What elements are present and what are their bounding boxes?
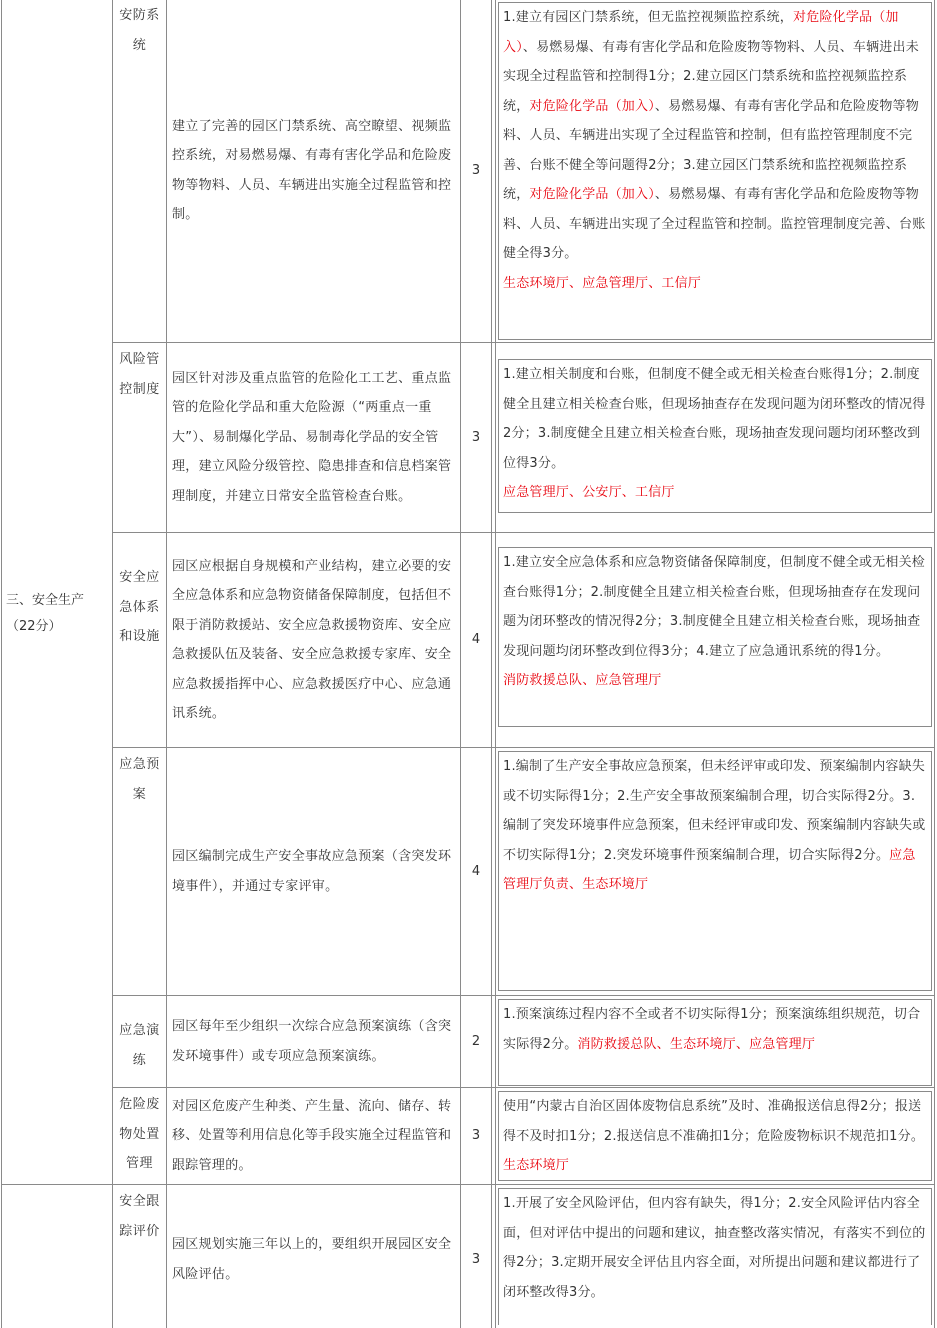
table-row xyxy=(2,0,935,343)
criteria-text: 1.预案演练过程内容不全或者不切实际得1分；预案演练组织规范，切合实际得2分。 xyxy=(503,1007,921,1052)
item-name: 安防系统 xyxy=(113,0,167,343)
table-row xyxy=(2,748,935,996)
responsible-departments: 生态环境厅 xyxy=(503,1158,570,1173)
responsible-departments: 生态环境厅、应急管理厅、工信厅 xyxy=(503,275,702,291)
responsible-departments: 消防救援总队、生态环境厅、应急管理厅 xyxy=(577,1036,816,1052)
criteria-highlight: 对危险化学品（加入） xyxy=(529,187,655,202)
requirement-text: 园区规划实施三年以上的，要组织开展园区安全风险评估。 xyxy=(167,1185,461,1328)
score-value: 2 xyxy=(461,996,492,1088)
item-name: 风险管控制度 xyxy=(113,343,167,533)
criteria-box xyxy=(498,999,932,1086)
item-name: 危险废物处置管理 xyxy=(113,1088,167,1185)
criteria-cell xyxy=(496,533,935,748)
category-points: （22分） xyxy=(6,618,62,634)
item-name: 应急预案 xyxy=(113,748,167,996)
criteria-text: 1.编制了生产安全事故应急预案，但未经评审或印发、预案编制内容缺失或不切实际得1分；2.生产安全事故预案编制合理，切合实际得2分。3.编制了突发环境事件应急预案，但未经评审或印发、预案编制内容缺失或不切实际得1分；2.突发环境事件预案编制合理，切合实际得2分。 xyxy=(503,759,926,863)
criteria-cell xyxy=(496,343,935,533)
criteria-cell xyxy=(496,1185,935,1328)
score-value: 4 xyxy=(461,748,492,996)
responsible-departments: 应急管理厅负责、生态环境厅 xyxy=(503,847,916,892)
responsible-departments: 应急管理厅、公安厅、工信厅 xyxy=(503,485,675,500)
criteria-box xyxy=(498,1188,932,1325)
criteria-box xyxy=(498,2,932,340)
requirement-text: 建立了完善的园区门禁系统、高空瞭望、视频监控系统，对易燃易爆、有毒有害化学品和危险废物等物料、人员、车辆进出实施全过程监管和控制。 xyxy=(167,0,461,343)
table-row xyxy=(2,1088,935,1185)
requirement-text: 对园区危废产生种类、产生量、流向、储存、转移、处置等利用信息化等手段实施全过程监管和跟踪管理的。 xyxy=(167,1088,461,1185)
criteria-cell xyxy=(496,996,935,1088)
criteria-text: 1.建立安全应急体系和应急物资储备保障制度，但制度不健全或无相关检查台账得1分；2.制度健全且建立相关检查台账，但现场抽查存在发现问题为闭环整改的情况得2分；3.制度健全且建立相关检查台账，现场抽查发现问题均闭环整改到位得3分；4.建立了应急通讯系统的得1分。 xyxy=(503,555,926,659)
criteria-text: 、易燃易爆、有毒有害化学品和危险废物等物料、人员、车辆进出实现了全过程监管和控制。监控管理制度完善、台账健全得3分。 xyxy=(503,187,926,261)
item-name: 安全跟踪评价 xyxy=(113,1185,167,1328)
table-row xyxy=(2,343,935,533)
table-row xyxy=(2,1185,935,1328)
table-row xyxy=(2,533,935,748)
criteria-cell xyxy=(496,1088,935,1185)
requirement-text: 园区编制完成生产安全事故应急预案（含突发环境事件），并通过专家评审。 xyxy=(167,748,461,996)
criteria-highlight: 对危险化学品（加入） xyxy=(529,98,655,114)
criteria-text: 1.开展了安全风险评估，但内容有缺失，得1分；2.安全风险评估内容全面，但对评估中提出的问题和建议，抽查整改落实情况，有落实不到位的得2分；3.定期开展安全评估且内容全面，对所提出问题和建议都进行了闭环整改得3分。 xyxy=(503,1196,926,1300)
criteria-highlight: 对危险化学品（加入） xyxy=(503,10,899,55)
score-value: 3 xyxy=(461,343,492,533)
responsible-departments: 消防救援总队、应急管理厅 xyxy=(503,673,662,688)
criteria-box xyxy=(498,547,932,727)
score-value: 4 xyxy=(461,533,492,748)
evaluation-table xyxy=(1,0,935,1328)
score-value: 3 xyxy=(461,1088,492,1185)
requirement-text: 园区针对涉及重点监管的危险化工工艺、重点监管的危险化学品和重大危险源（“两重点一重大”）、易制爆化学品、易制毒化学品的安全管理，建立风险分级管控、隐患排查和信息档案管理制度，并建立日常安全监管检查台账。 xyxy=(167,343,461,533)
criteria-box xyxy=(498,359,932,513)
criteria-box xyxy=(498,1091,932,1181)
criteria-text: 使用“内蒙古自治区固体废物信息系统”及时、准确报送信息得2分；报送得不及时扣1分；2.报送信息不准确扣1分；危险废物标识不规范扣1分。 xyxy=(503,1099,925,1144)
score-value: 3 xyxy=(461,1185,492,1328)
category-cell xyxy=(2,0,113,1185)
item-name: 安全应急体系和设施 xyxy=(113,533,167,748)
requirement-text: 园区每年至少组织一次综合应急预案演练（含突发环境事件）或专项应急预案演练。 xyxy=(167,996,461,1088)
item-name: 应急演练 xyxy=(113,996,167,1088)
criteria-cell xyxy=(496,748,935,996)
criteria-text: 1.建立相关制度和台账，但制度不健全或无相关检查台账得1分；2.制度健全且建立相关检查台账，但现场抽查存在发现问题为闭环整改的情况得2分；3.制度健全且建立相关检查台账，现场抽查发现问题均闭环整改到位得3分。 xyxy=(503,367,926,471)
category-cell-next xyxy=(2,1185,113,1328)
criteria-text: 、易燃易爆、有毒有害化学品和危险废物等物料、人员、车辆进出实现了全过程监管和控制，但有监控管理制度不完善、台账不健全等问题得2分；3.建立园区门禁系统和监控视频监控系统， xyxy=(503,98,919,202)
criteria-text: 1.建立有园区门禁系统，但无监控视频监控系统， xyxy=(503,10,794,25)
criteria-box xyxy=(498,751,932,991)
requirement-text: 园区应根据自身规模和产业结构，建立必要的安全应急体系和应急物资储备保障制度，包括但不限于消防救援站、安全应急救援物资库、安全应急救援队伍及装备、安全应急救援专家库、安全应急救援指挥中心、应急救援医疗中心、应急通讯系统。 xyxy=(167,533,461,748)
criteria-text: 、易燃易爆、有毒有害化学品和危险废物等物料、人员、车辆进出未实现全过程监管和控制得1分；2.建立园区门禁系统和监控视频监控系统， xyxy=(503,39,919,114)
score-value: 3 xyxy=(461,0,492,343)
table-row xyxy=(2,996,935,1088)
criteria-cell xyxy=(496,0,935,343)
category-name: 三、安全生产 xyxy=(6,592,85,608)
